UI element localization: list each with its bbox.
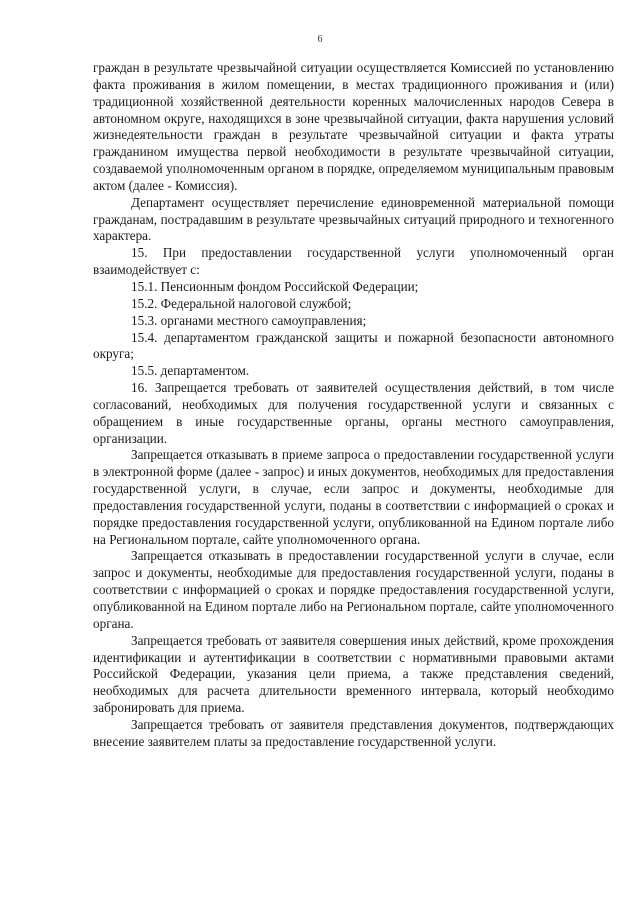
paragraph-15-2: 15.2. Федеральной налоговой службой; — [131, 295, 352, 311]
paragraph-15-1: 15.1. Пенсионным фондом Российской Федерации; — [131, 278, 419, 294]
paragraph-refuse-request: Запрещается отказывать в приеме запроса о предоставлении государственной услуги в электронной форме (далее - запрос) и иных документов, необходимых для предоставления государственной услуги, в случае, если запрос и документы, необходимые для предоставления государственной услуги, поданы в соответствии с информацией о сроках и порядке предоставления государственной услуги, опубликованной на Едином портале либо на Региональном портале, сайте уполномоченного органа. — [93, 447, 614, 547]
paragraph-refuse-service: Запрещается отказывать в предоставлении государственной услуги в случае, если запрос и документы, необходимые для предоставления государственной услуги, поданы в соответствии с информацией о сроках и порядке предоставления государственной услуги, опубликованной на Едином портале либо на Региональном портале, сайте уполномоченного органа. — [93, 548, 614, 631]
paragraph-other-actions: Запрещается требовать от заявителя совершения иных действий, кроме прохождения идентификации и аутентификации в соответствии с нормативными правовыми актами Российской Федерации, указания цели приема, а также представления сведений, необходимых для расчета длительности временного интервала, который необходимо забронировать для приема. — [93, 632, 614, 716]
page-number: 6 — [317, 34, 323, 45]
paragraph-15-interaction: 15. При предоставлении государственной услуги уполномоченный орган взаимодействует с: — [93, 245, 614, 278]
paragraph-commission: граждан в результате чрезвычайной ситуации осуществляется Комиссией по установлению факта проживания в жилом помещении, в местах традиционного проживания и (или) традиционной хозяйственной деятельности коренных малочисленных народов Севера в автономном округе, находящихся в зоне чрезвычайной ситуации, факта нарушения условий жизнедеятельности граждан в результате чрезвычайной ситуации и факта утраты гражданином имущества первой необходимости в результате чрезвычайной ситуации, создаваемой уполномоченным органом в порядке, определяемом муниципальным правовым актом (далее - Комиссия). — [93, 60, 614, 193]
paragraph-15-3: 15.3. органами местного самоуправления; — [131, 312, 367, 328]
document-body — [93, 60, 614, 751]
paragraph-15-5: 15.5. департаментом. — [131, 363, 250, 379]
paragraph-15-4: 15.4. департаментом гражданской защиты и пожарной безопасности автономного округа; — [93, 329, 614, 362]
paragraph-department-payment: Департамент осуществляет перечисление единовременной материальной помощи гражданам, пострадавшим в результате чрезвычайных ситуаций природного и техногенного характера. — [93, 194, 614, 244]
paragraph-payment-documents: Запрещается требовать от заявителя представления документов, подтверждающих внесение заявителем платы за предоставление государственной услуги. — [93, 716, 614, 749]
paragraph-16-prohibition: 16. Запрещается требовать от заявителей осуществления действий, в том числе согласований, необходимых для получения государственной услуги и связанных с обращением в иные государственные органы, органы местного самоуправления, организации. — [93, 380, 614, 446]
